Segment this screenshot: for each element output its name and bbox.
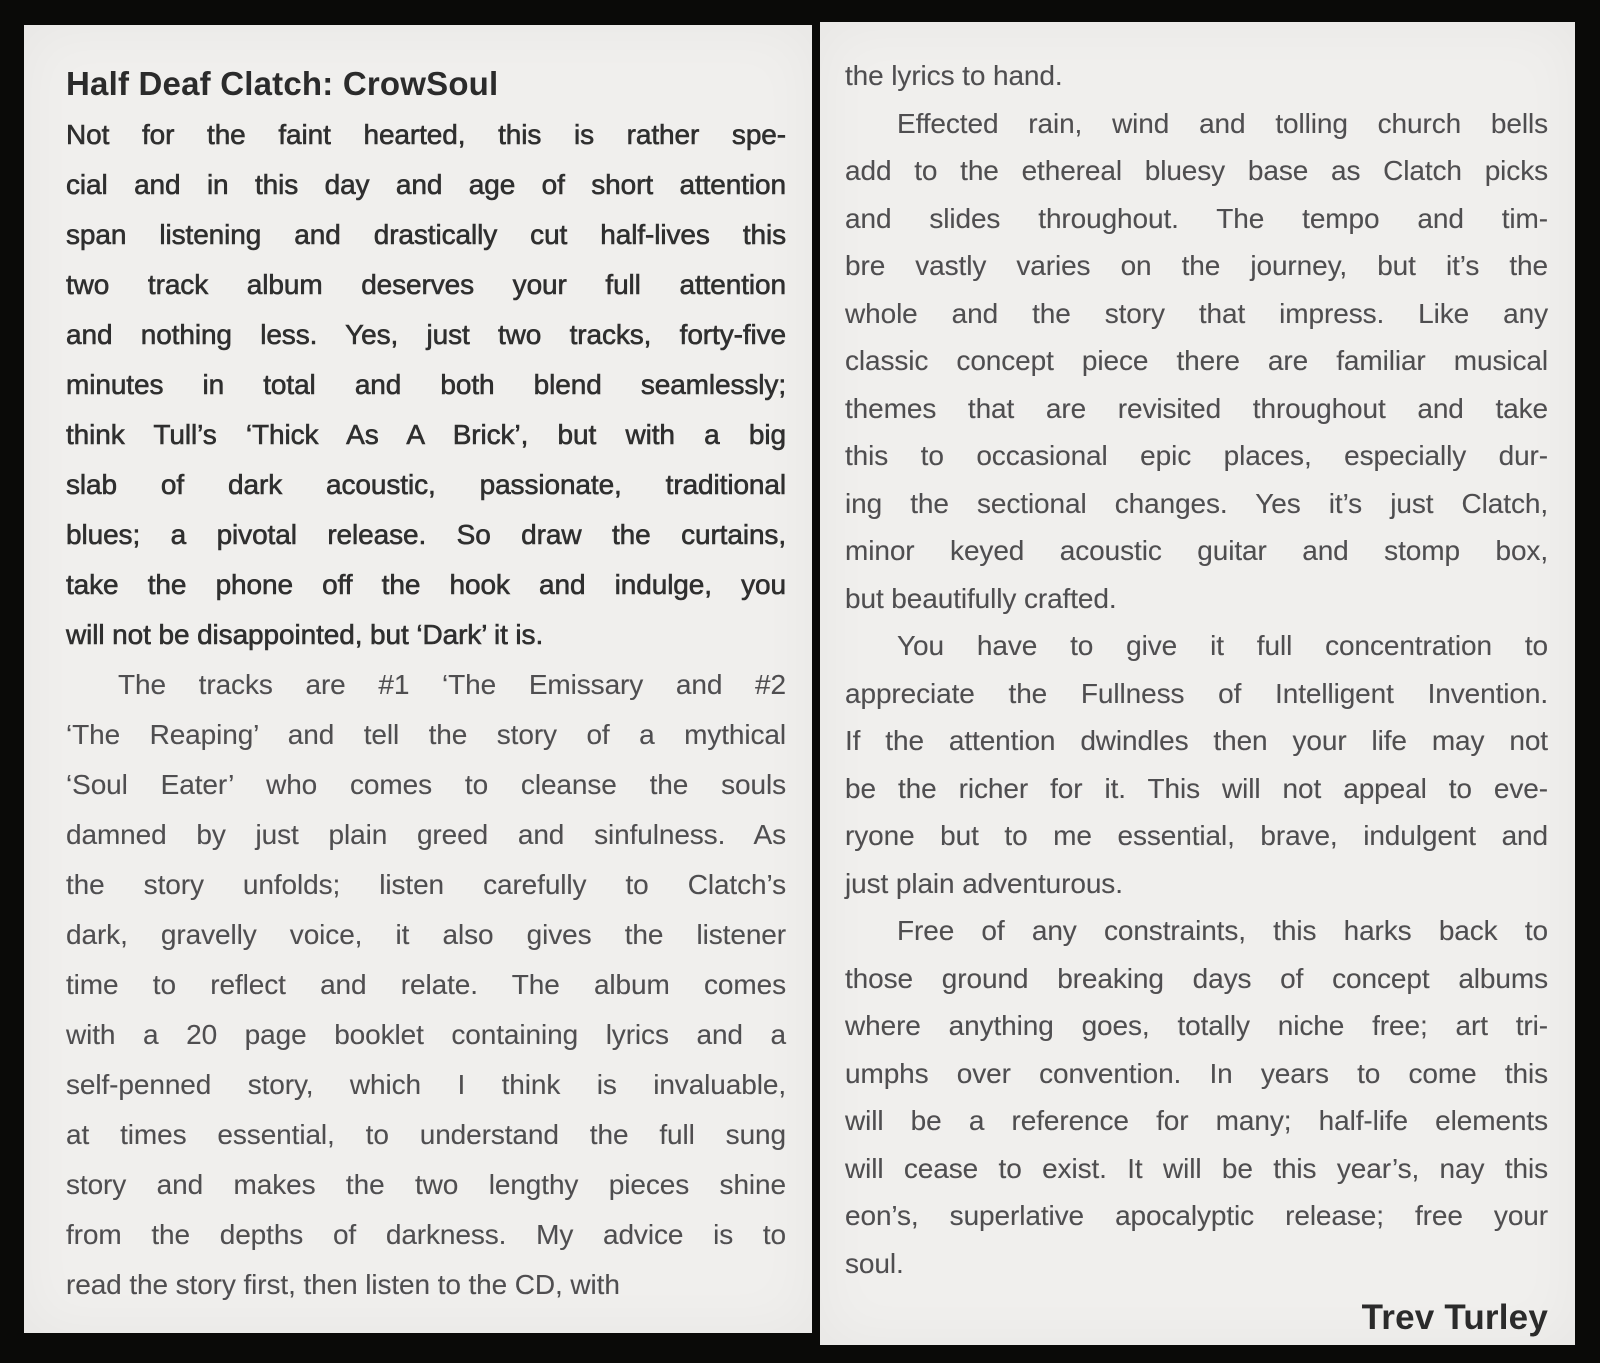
text-line: Effected rain, wind and tolling church bells	[897, 107, 1548, 139]
text-line: classic concept piece there are familiar musical	[845, 345, 1548, 376]
article-title: Half Deaf Clatch: CrowSoul	[66, 65, 499, 102]
text-line: will not be disappointed, but ‘Dark’ it is.	[66, 619, 544, 650]
text-line: cial and in this day and age of short attention	[66, 169, 786, 200]
text-line: with a 20 page booklet containing lyrics and a	[66, 1019, 786, 1050]
text-line: time to reflect and relate. The album comes	[66, 969, 786, 1000]
text-line: this to occasional epic places, especially dur-	[845, 440, 1548, 471]
text-line: think Tull’s ‘Thick As A Brick’, but with a big	[66, 419, 786, 450]
text-line: those ground breaking days of concept albums	[845, 962, 1548, 994]
text-line: appreciate the Fullness of Intelligent Invention.	[845, 677, 1548, 709]
text-line: take the phone off the hook and indulge, you	[66, 569, 786, 600]
text-line: be the richer for it. This will not appeal to eve-	[845, 772, 1548, 804]
text-line: will be a reference for many; half-life elements	[845, 1105, 1548, 1136]
text-line: and slides throughout. The tempo and tim-	[845, 202, 1548, 234]
text-line: themes that are revisited throughout and take	[845, 392, 1548, 424]
text-line: minor keyed acoustic guitar and stomp box,	[845, 535, 1548, 566]
text-line: If the attention dwindles then your life may not	[845, 725, 1548, 756]
text-line: soul.	[845, 1247, 904, 1279]
text-line: read the story first, then listen to the CD, with	[66, 1269, 620, 1300]
text-line: self-penned story, which I think is invaluable,	[66, 1069, 786, 1100]
text-line: The tracks are #1 ‘The Emissary and #2	[118, 669, 786, 700]
text-line: story and makes the two lengthy pieces shine	[66, 1169, 786, 1200]
text-line: minutes in total and both blend seamlessly;	[66, 369, 786, 400]
text-line: will cease to exist. It will be this year’s, nay this	[845, 1152, 1548, 1184]
text-line: eon’s, superlative apocalyptic release; free your	[845, 1200, 1548, 1231]
left-column-text	[66, 110, 786, 1310]
text-line: You have to give it full concentration to	[897, 630, 1548, 661]
text-line: damned by just plain greed and sinfulness. As	[66, 819, 786, 850]
text-line: the lyrics to hand.	[845, 60, 1063, 91]
text-line: span listening and drastically cut half-lives this	[66, 219, 786, 250]
text-line: ‘Soul Eater’ who comes to cleanse the souls	[66, 769, 786, 800]
right-column-text	[845, 52, 1548, 1287]
text-line: Not for the faint hearted, this is rather spe-	[66, 119, 786, 150]
text-line: Free of any constraints, this harks back to	[897, 915, 1548, 946]
text-line: umphs over convention. In years to come this	[845, 1057, 1548, 1089]
text-line: dark, gravelly voice, it also gives the listener	[66, 919, 786, 950]
text-line: just plain adventurous.	[845, 867, 1123, 899]
text-line: ‘The Reaping’ and tell the story of a mythical	[66, 719, 786, 750]
text-line: but beautifully crafted.	[845, 582, 1117, 614]
text-line: add to the ethereal bluesy base as Clatch picks	[845, 155, 1548, 186]
text-line: slab of dark acoustic, passionate, traditional	[66, 469, 786, 500]
text-line: and nothing less. Yes, just two tracks, forty-five	[66, 319, 786, 350]
text-line: blues; a pivotal release. So draw the curtains,	[66, 519, 786, 550]
text-line: ing the sectional changes. Yes it’s just Clatch,	[845, 487, 1548, 519]
right-page	[820, 22, 1575, 1345]
text-line: whole and the story that impress. Like any	[845, 297, 1548, 329]
text-line: where anything goes, totally niche free; art tri-	[845, 1010, 1548, 1041]
text-line: from the depths of darkness. My advice is to	[66, 1219, 786, 1250]
left-page	[24, 25, 812, 1333]
text-line: at times essential, to understand the full sung	[66, 1119, 786, 1150]
text-line: ryone but to me essential, brave, indulgent and	[845, 820, 1548, 851]
reviewer-signature: Trev Turley	[1361, 1298, 1548, 1337]
text-line: bre vastly varies on the journey, but it’s the	[845, 250, 1548, 281]
text-line: two track album deserves your full attention	[66, 269, 786, 300]
text-line: the story unfolds; listen carefully to Clatch’s	[66, 869, 786, 900]
